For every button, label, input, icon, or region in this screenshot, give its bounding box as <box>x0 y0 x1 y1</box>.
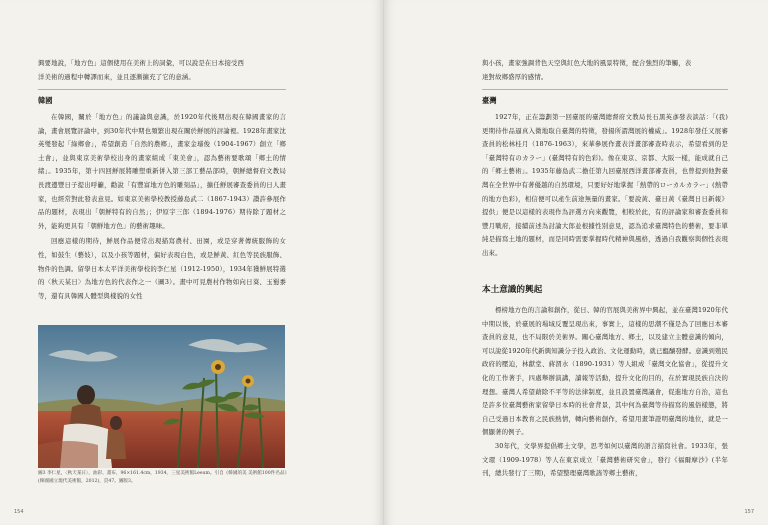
right-intro-line-1: 與小孩，畫家強調背色天空與紅色大地的風景特徵，配合強烈的筆觸，表 <box>482 59 692 67</box>
section-heading-korea: 韓國 <box>38 96 53 105</box>
left-intro-line-1: 興要地說，「地方色」這個使用在美術上的詞彙，可以說是在日本接受西 <box>38 59 245 67</box>
page-number-left: 154 <box>14 509 24 515</box>
right-body-local <box>482 283 728 481</box>
right-intro-line-2: 達對故鄉盛厚的感情。 <box>482 72 548 81</box>
right-page <box>384 0 768 525</box>
figure-caption: 圖3 李仁星，〈秋天某日〉，油彩、畫布，96×161.4cm，1934，三星美術館Leeum。引自《韓國的美 美術館100件名品》(韓國國立現代美術館，2012)，頁47。圖版3。 <box>38 471 287 484</box>
right-paragraph-3: 30年代，文學界提倡鄉土文學，思考如何以臺灣的語言描寫社會。1933年，張文環（1909-1978）等人在東京成立「臺灣藝術研究會」，發行《福爾摩沙》(半年刊，總共發行了三期)，希望整理臺灣歌謠等鄉土藝術， <box>482 441 728 478</box>
painting-image <box>38 325 285 468</box>
section-divider-right <box>482 89 728 90</box>
left-intro-line-2: 洋美術的過程中轉譯而來，並且逐漸擴充了它的意涵。 <box>38 72 195 81</box>
section-divider <box>38 89 286 90</box>
left-paragraph-2: 回應這樣的期待，鮮展作品便常出現描寫農村、田園，或是穿著傳統服飾的女性，如鼓生（藝妓），以及小孩等題材，偏好表現白色，或是鮮黃、紅色等民族服飾、物件的色調。留學日本太平洋美術學校的李仁星（1912-1950），1934年獲鮮展特選的〈秋天某日〉為地方色的代表作之一（圖3）。畫中可見農村作物如向日葵、玉蜀黍等，還有具韓國人體型與樣貌的女性 <box>38 237 286 300</box>
right-body-taiwan <box>482 94 728 261</box>
left-body <box>38 94 286 303</box>
section-heading-local-consciousness: 本土意識的興起 <box>482 285 543 295</box>
section-heading-taiwan: 臺灣 <box>482 96 497 105</box>
figure-painting <box>38 325 285 468</box>
page-number-right: 157 <box>744 509 754 515</box>
left-paragraph-1: 在韓國，關於「地方色」的議論與意識，於1920年代後期出現在韓國畫家的言論，畫會展覽評論中，到30年代中期也頻繁出現在關於鮮展的評論裡。1928年畫家沈英燮發起「綠鄉會」，希望創造「自然的農鄉」，畫家金璿俊（1904-1967）創立「鄉土會」，並與東京美術學校出身的畫家組成「東美會」，認為藝術要歌頌「鄉土的情緒」。1935年，第十四回鮮展將雕塑重新併入第三部工藝品部時，朝鮮總督府文教局長渡邊豐日子提出呼籲，勸說「有豐富地方色的雕刻品」，擴任鮮展審查委員的日人畫家，也經常對此發表意見。如東京美術學校教授藤島武二（1867-1943）讚許參展作品的題材，表現出「朝鮮特有的自然」；伊原宇三郎（1894-1976）期待除了題材之外，能夠更具有「朝鮮地方色」的藝術趣味。 <box>38 113 286 230</box>
left-intro <box>38 57 286 84</box>
right-paragraph-2: 標榜地方色的言論和創作，從日、韓的官展與美術界中興起，並在臺灣1920年代中期以後，於臺展的場域反覆呈現出來，事實上，這樣的思潮不僅是為了回應日本審查員的意見，也不局限於美術界。關心臺灣地方、鄉土，以及建立主體意識的傾向，可以說從1920年代新興知識分子投入政治、文化運動時，就已醞釀發酵。意識到殖民政府的壓迫，林獻堂、蔣渭水（1890-1931）等人組成「臺灣文化協會」，從提升文化的工作著手，四處舉辦演講，讀報等活動，提升文化的目的，在於實現民族自決的理想。臺灣人希望藉除不平等的法律制度，並且設置臺灣議會，促進地方自治，這也是許多位臺灣藝術家留學日本時的社會背景，其中何為臺灣等待描寫的風俗樣態，將自己受過日本教育之民族熱情，轉向藝術創作，希望用畫筆證明臺灣的地位，就是一個顯著的例子。 <box>482 306 728 437</box>
right-paragraph-1: 1927年，正在籌劃第一回臺展的臺灣總督府文教局長石黑英彥發表談話：「(我)更期待作品逼真入微地取自臺灣的特徵，發揚所謂灣展的權威」。1928年發任又展審查員的松林桂月（1876-1963），來華參展作畫表洋畫部審查時表示，希望看到的是「臺灣特有のカラー」(臺灣特有的色彩)。像在東京、京都、大阪一樣，能成就自己的「鄉土藝術」。1935年藤島武二擔任第九回臺展西洋畫部審查員，也曾提到他對臺灣在全世界中有著優越的自然環境，只要好好地掌握「熱帶的ローカルカラー」(熱帶的地方色彩)，相信便可以產生前途無量的畫家。「要說黃、臺日黃《臺灣日日新報》提供」便是以這樣的表現作為評選方向來觀覽，相較於此，有的評論家和審查委員和豐月戰府，接續前述為討論大郎並根據性別意見，認為追求臺灣特色的藝術，要非單純是描寫土地的題材，而是同時需要掌握時代精神與風格，透過自我觀察與個性表現出來。 <box>482 113 728 257</box>
right-intro <box>482 57 728 84</box>
